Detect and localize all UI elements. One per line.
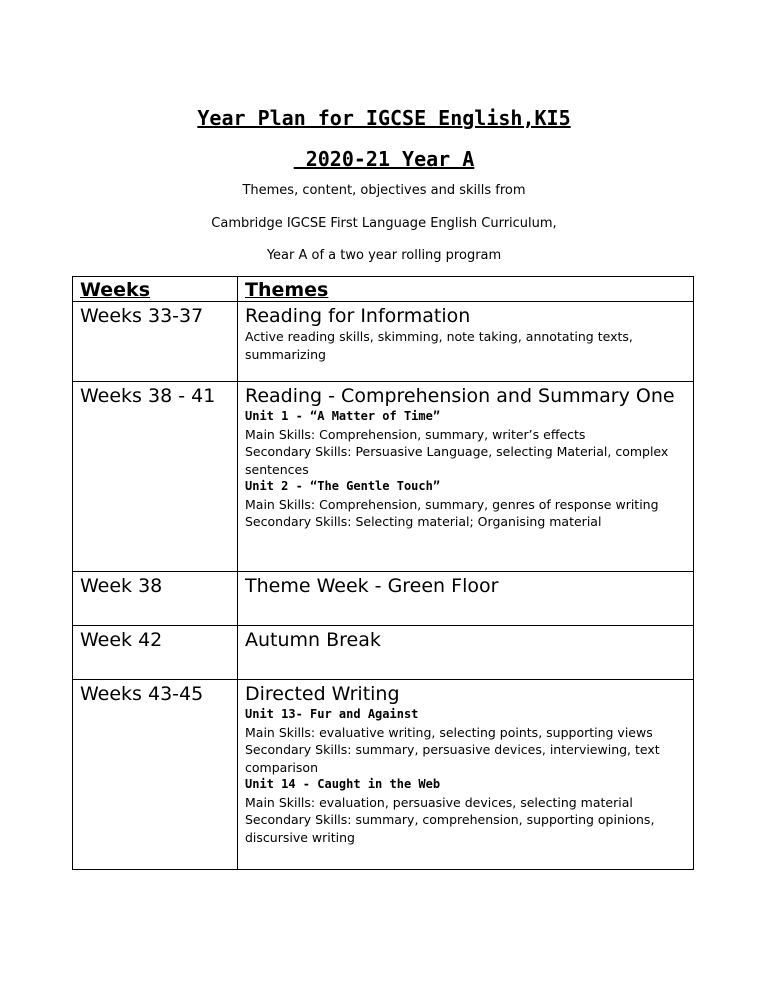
unit-main-skills: Main Skills: Comprehension, summary, writer’s effects xyxy=(245,426,586,442)
row-content xyxy=(238,680,694,870)
row-content xyxy=(238,572,694,626)
document-title: Year Plan for IGCSE English,KI5 xyxy=(197,106,571,130)
row-theme: Directed Writing xyxy=(245,683,400,705)
row-theme: Autumn Break xyxy=(245,629,381,651)
row-weeks: Weeks 33-37 xyxy=(73,302,238,382)
row-theme: Reading - Comprehension and Summary One xyxy=(245,385,675,407)
row-content xyxy=(238,382,694,572)
unit-title: Unit 13- Fur and Against xyxy=(245,707,419,721)
intro-line-1: Themes, content, objectives and skills from xyxy=(242,183,526,198)
unit-title: Unit 2 - “The Gentle Touch” xyxy=(245,479,441,493)
unit-title: Unit 14 - Caught in the Web xyxy=(245,777,441,791)
table-header-row xyxy=(73,277,694,302)
unit-secondary-skills: Secondary Skills: Persuasive Language, selecting Material, complex sentences xyxy=(245,444,669,477)
row-theme: Theme Week - Green Floor xyxy=(245,575,499,597)
unit-title: Unit 1 - “A Matter of Time” xyxy=(245,409,441,423)
year-plan-table xyxy=(72,276,694,870)
row-weeks: Week 38 xyxy=(73,572,238,626)
unit-main-skills: Main Skills: evaluation, persuasive devices, selecting material xyxy=(245,794,633,810)
table-row xyxy=(73,302,694,382)
unit-main-skills: Main Skills: evaluative writing, selecting points, supporting views xyxy=(245,724,653,740)
themes-column-header: Themes xyxy=(238,277,694,302)
unit-secondary-skills: Secondary Skills: summary, comprehension, supporting opinions, discursive writing xyxy=(245,812,655,845)
weeks-column-header: Weeks xyxy=(73,277,238,302)
intro-line-2: Cambridge IGCSE First Language English Curriculum, xyxy=(211,216,557,231)
unit-secondary-skills: Secondary Skills: summary, persuasive devices, interviewing, text comparison xyxy=(245,742,660,775)
table-row xyxy=(73,680,694,870)
unit-main-skills: Main Skills: Comprehension, summary, genres of response writing xyxy=(245,496,659,512)
row-content xyxy=(238,302,694,382)
table-row xyxy=(73,572,694,626)
row-theme: Reading for Information xyxy=(245,305,471,327)
row-weeks: Weeks 43-45 xyxy=(73,680,238,870)
table-row xyxy=(73,382,694,572)
intro-line-3: Year A of a two year rolling program xyxy=(266,248,502,263)
table-row xyxy=(73,626,694,680)
unit-secondary-skills: Secondary Skills: Selecting material; Organising material xyxy=(245,514,602,529)
document-subtitle: 2020-21 Year A xyxy=(293,147,475,171)
row-content xyxy=(238,626,694,680)
row-description: Active reading skills, skimming, note taking, annotating texts, summarizing xyxy=(245,329,633,362)
row-weeks: Week 42 xyxy=(73,626,238,680)
row-weeks: Weeks 38 - 41 xyxy=(73,382,238,572)
